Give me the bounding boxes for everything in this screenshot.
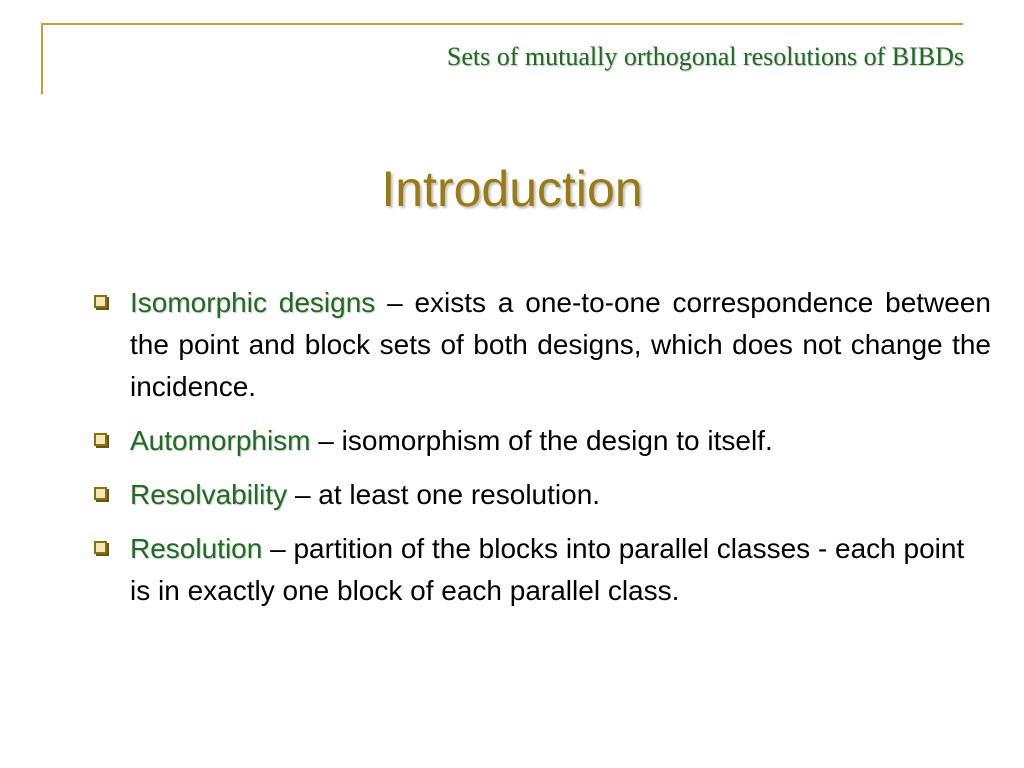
bullet-automorphism [92, 420, 991, 462]
header-frame-left-line [41, 23, 43, 94]
slide-title: Introduction [381, 161, 643, 217]
bullet-term: Isomorphic designs [130, 287, 376, 318]
bullet-definition: – partition of the blocks into parallel classes - each point is in exactly one block of each parallel class. [130, 533, 965, 606]
bullet-isomorphic-designs [92, 282, 991, 408]
square-bullet-icon [94, 541, 107, 554]
bullet-definition: – exists a one-to-one correspondence between the point and block sets of both designs, which does not change the incidence. [130, 287, 991, 402]
square-bullet-icon [94, 295, 107, 308]
bullet-term: Resolution [130, 533, 263, 564]
header-frame-top-line [41, 23, 963, 25]
bullet-resolvability [92, 474, 991, 516]
bullet-list [92, 282, 991, 624]
bullet-resolution [92, 528, 991, 612]
header-title: Sets of mutually orthogonal resolutions of BIBDs [446, 42, 964, 71]
bullet-term: Automorphism [130, 425, 311, 456]
bullet-definition: – at least one resolution. [287, 479, 601, 510]
square-bullet-icon [94, 487, 107, 500]
square-bullet-icon [94, 433, 107, 446]
bullet-term: Resolvability [130, 479, 288, 510]
bullet-definition: – isomorphism of the design to itself. [310, 425, 773, 456]
